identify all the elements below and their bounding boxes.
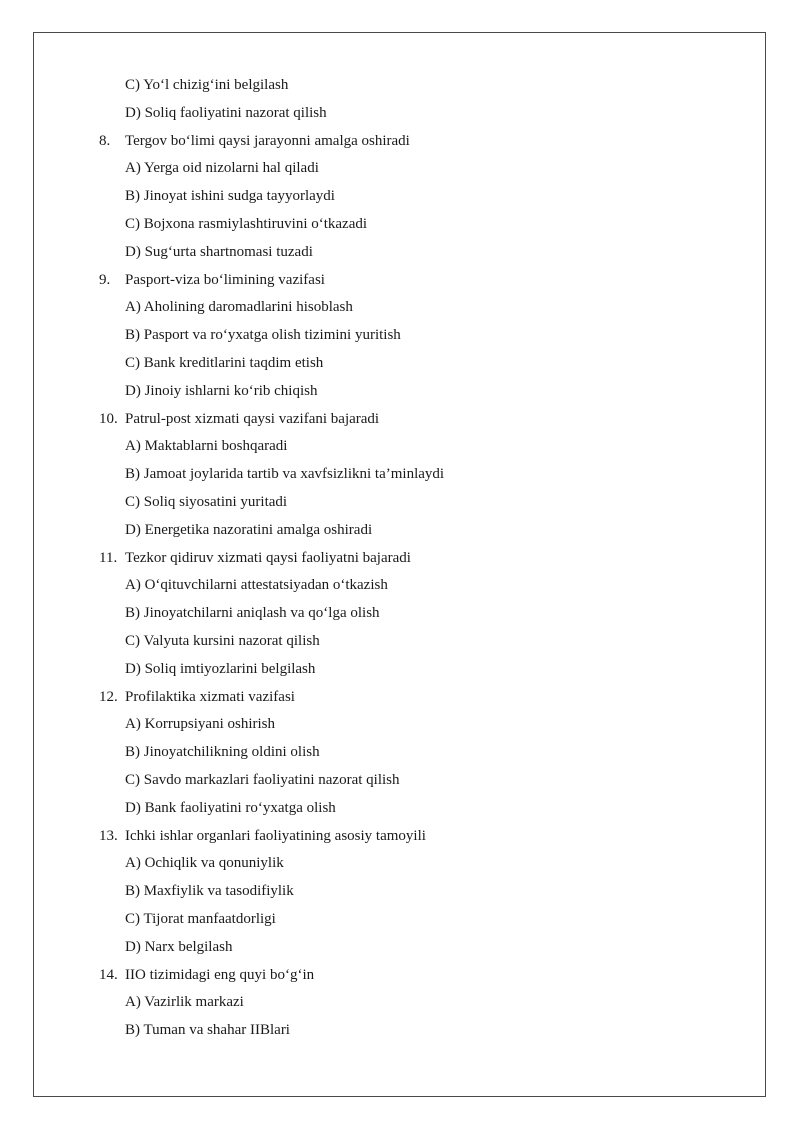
question-text: Patrul-post xizmati qaysi vazifani bajaradi	[125, 410, 380, 427]
answer-option-text: B) Jinoyatchilikning oldini olish	[125, 744, 320, 761]
question-line	[0, 684, 800, 712]
answer-option-text: B) Jinoyatchilarni aniqlash va qo‘lga olish	[125, 605, 380, 622]
answer-option-line	[0, 378, 800, 406]
document-body	[0, 72, 800, 1045]
question-text: Ichki ishlar organlari faoliyatining asosiy tamoyili	[125, 827, 426, 844]
answer-option-line	[0, 322, 800, 350]
answer-option-text: B) Pasport va ro‘yxatga olish tizimini yuritish	[125, 327, 401, 344]
answer-option-line	[0, 489, 800, 517]
answer-option-text: D) Soliq faoliyatini nazorat qilish	[125, 104, 327, 121]
answer-option-text: B) Maxfiylik va tasodifiylik	[125, 883, 294, 900]
question-number: 11.	[99, 549, 118, 566]
question-text: Profilaktika xizmati vazifasi	[125, 688, 295, 705]
answer-option-line	[0, 739, 800, 767]
answer-option-line	[0, 1017, 800, 1045]
question-text: IIO tizimidagi eng quyi bo‘g‘in	[125, 966, 315, 983]
answer-option-text: A) O‘qituvchilarni attestatsiyadan o‘tkazish	[125, 577, 388, 594]
question-line	[0, 823, 800, 851]
answer-option-line	[0, 600, 800, 628]
answer-option-text: C) Yo‘l chizig‘ini belgilash	[125, 77, 289, 93]
question-line	[0, 406, 800, 434]
answer-option-line	[0, 461, 800, 489]
answer-option-line	[0, 350, 800, 378]
question-line	[0, 267, 800, 295]
question-line	[0, 962, 800, 990]
answer-option-line	[0, 711, 800, 739]
answer-option-text: C) Savdo markazlari faoliyatini nazorat qilish	[125, 771, 400, 788]
answer-option-line	[0, 906, 800, 934]
question-number: 13.	[99, 827, 118, 844]
answer-option-line	[0, 572, 800, 600]
answer-option-line	[0, 628, 800, 656]
answer-option-text: A) Maktablarni boshqaradi	[125, 438, 288, 455]
answer-option-text: A) Korrupsiyani oshirish	[125, 716, 275, 733]
answer-option-text: D) Narx belgilash	[125, 938, 233, 955]
answer-option-text: D) Energetika nazoratini amalga oshiradi	[125, 521, 373, 538]
answer-option-text: C) Bojxona rasmiylashtiruvini o‘tkazadi	[125, 215, 368, 232]
answer-option-text: C) Soliq siyosatini yuritadi	[125, 493, 288, 510]
answer-option-text: C) Bank kreditlarini taqdim etish	[125, 354, 324, 371]
answer-option-line	[0, 850, 800, 878]
answer-option-line	[0, 183, 800, 211]
answer-option-text: A) Vazirlik markazi	[125, 994, 244, 1011]
question-number: 10.	[99, 410, 118, 427]
answer-option-line	[0, 100, 800, 128]
answer-option-line	[0, 517, 800, 545]
answer-option-line	[0, 878, 800, 906]
answer-option-text: B) Jamoat joylarida tartib va xavfsizlikni ta’minlaydi	[125, 466, 445, 483]
answer-option-text: C) Tijorat manfaatdorligi	[125, 910, 276, 927]
answer-option-text: D) Soliq imtiyozlarini belgilash	[125, 660, 316, 677]
question-text: Tergov bo‘limi qaysi jarayonni amalga oshiradi	[125, 132, 410, 149]
question-line	[0, 545, 800, 573]
answer-option-line	[0, 989, 800, 1017]
question-text: Tezkor qidiruv xizmati qaysi faoliyatni bajaradi	[125, 549, 411, 566]
answer-option-line	[0, 656, 800, 684]
answer-option-line	[0, 155, 800, 183]
answer-option-line	[0, 294, 800, 322]
answer-option-text: D) Jinoiy ishlarni ko‘rib chiqish	[125, 382, 318, 399]
question-number: 9.	[99, 271, 111, 288]
question-number: 12.	[99, 688, 118, 705]
answer-option-line	[0, 767, 800, 795]
question-number: 14.	[99, 966, 118, 983]
answer-option-text: C) Valyuta kursini nazorat qilish	[125, 632, 320, 649]
answer-option-line	[0, 72, 800, 100]
answer-option-line	[0, 433, 800, 461]
answer-option-text: B) Jinoyat ishini sudga tayyorlaydi	[125, 188, 335, 205]
answer-option-line	[0, 211, 800, 239]
answer-option-line	[0, 934, 800, 962]
answer-option-text: A) Aholining daromadlarini hisoblash	[125, 299, 353, 316]
answer-option-text: D) Bank faoliyatini ro‘yxatga olish	[125, 799, 336, 816]
question-number: 8.	[99, 132, 111, 149]
answer-option-line	[0, 239, 800, 267]
question-line	[0, 128, 800, 156]
answer-option-line	[0, 795, 800, 823]
answer-option-text: B) Tuman va shahar IIBlari	[125, 1022, 290, 1039]
question-text: Pasport-viza bo‘limining vazifasi	[125, 271, 325, 288]
answer-option-text: A) Ochiqlik va qonuniylik	[125, 855, 284, 872]
answer-option-text: D) Sug‘urta shartnomasi tuzadi	[125, 243, 313, 260]
answer-option-text: A) Yerga oid nizolarni hal qiladi	[125, 160, 319, 177]
